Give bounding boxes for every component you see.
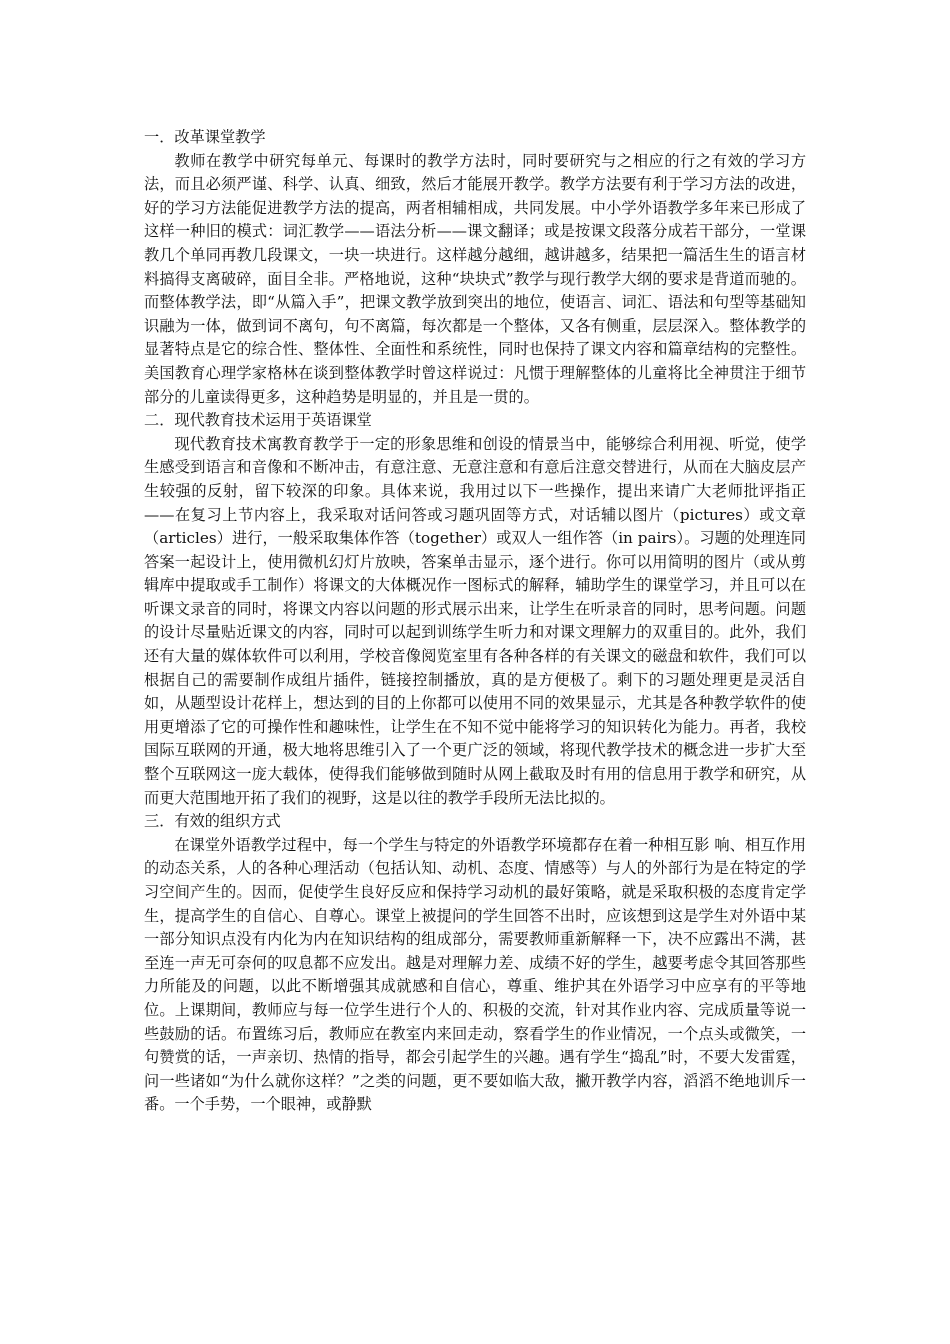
document-body (144, 126, 806, 1117)
section-heading-2: 二．现代教育技术运用于英语课堂 (144, 411, 372, 430)
section-heading-3: 三．有效的组织方式 (144, 812, 281, 831)
section-paragraph-2: 现代教育技术寓教育教学于一定的形象思维和创设的情景当中，能够综合利用视、听觉，使学生感受到语言和音像和不断冲击，有意注意、无意注意和有意后注意交替进行，从而在大脑皮层产生较强的反射，留下较深的印象。具体来说，我用过以下一些操作，提出来请广大老师批评指正——在复习上节内容上，我采取对话问答或习题巩固等方式，对话辅以图片（pictures）或文章（articles）进行，一般采取集体作答（together）或双人一组作答（in pairs）。习题的处理连同答案一起设计上，使用微机幻灯片放映，答案单击显示，逐个进行。你可以用简明的图片（或从剪辑库中提取或手工制作）将课文的大体概况作一图标式的解释，辅助学生的课堂学习，并且可以在听课文录音的同时，将课文内容以问题的形式展示出来，让学生在听录音的同时，思考问题。问题的设计尽量贴近课文的内容，同时可以起到训练学生听力和对课文理解力的双重目的。此外，我们还有大量的媒体软件可以利用，学校音像阅览室里有各种各样的有关课文的磁盘和软件，我们可以根据自己的需要制作成组片插件，链接控制播放，真的是方便极了。剩下的习题处理更是灵活自如，从题型设计花样上，想达到的目的上你都可以使用不同的效果显示，尤其是各种教学软件的使用更增添了它的可操作性和趣味性，让学生在不知不觉中能将学习的知识转化为能力。再者，我校国际互联网的开通，极大地将思维引入了一个更广泛的领域，将现代教学技术的概念进一步扩大至整个互联网这一庞大载体，使得我们能够做到随时从网上截取及时有用的信息用于教学和研究，从而更大范围地开拓了我们的视野，这是以往的教学手段所无法比拟的。 (144, 434, 806, 807)
section-paragraph-1: 教师在教学中研究每单元、每课时的教学方法时，同时要研究与之相应的行之有效的学习方法，而且必须严谨、科学、认真、细致，然后才能展开教学。教学方法要有利于学习方法的改进，好的学习方法能促进教学方法的提高，两者相辅相成，共同发展。中小学外语教学多年来已形成了这样一种旧的模式：词汇教学——语法分析——课文翻译；或是按课文段落分成若干部分，一堂课教几个单同再教几段课文，一块一块进行。这样越分越细，越讲越多，结果把一篇活生生的语言材料搞得支离破碎，面目全非。严格地说，这种“块块式”教学与现行教学大纲的要求是背道而驰的。而整体教学法，即“从篇入手”，把课文教学放到突出的地位，使语言、词汇、语法和句型等基础知识融为一体，做到词不离句，句不离篇，每次都是一个整体，又各有侧重，层层深入。整体教学的显著特点是它的综合性、整体性、全面性和系统性，同时也保持了课文内容和篇章结构的完整性。美国教育心理学家格林在谈到整体教学时曾这样说过：凡惯于理解整体的儿童将比全神贯注于细节部分的儿童读得更多，这种趋势是明显的，并且是一贯的。 (144, 151, 806, 406)
section-paragraph-3: 在课堂外语教学过程中，每一个学生与特定的外语教学环境都存在着一种相互影 响、相互作用的动态关系，人的各种心理活动（包括认知、动机、态度、情感等）与人的外部行为是在特定的学习空间产生的。因而，促使学生良好反应和保持学习动机的最好策略，就是采取积极的态度肯定学生，提高学生的自信心、自尊心。课堂上被提问的学生回答不出时，应该想到这是学生对外语中某一部分知识点没有内化为内在知识结构的组成部分，需要教师重新解释一下，决不应露出不满，甚至连一声无可奈何的叹息都不应发出。越是对理解力差、成绩不好的学生，越要考虑令其回答那些力所能及的问题，以此不断增强其成就感和自信心，尊重、维护其在外语学习中应享有的平等地位。上课期间，教师应与每一位学生进行个人的、积极的交流，针对其作业内容、完成质量等说一些鼓励的话。布置练习后，教师应在教室内来回走动，察看学生的作业情况，一个点头或微笑，一句赞赏的话，一声亲切、热情的指导，都会引起学生的兴趣。遇有学生“捣乱”时，不要大发雷霆，问一些诸如“为什么就你这样？”之类的问题，更不要如临大敌，撇开教学内容，滔滔不绝地训斥一番。一个手势，一个眼神，或静默 (144, 835, 806, 1114)
section-heading-1: 一．改革课堂教学 (144, 128, 266, 146)
